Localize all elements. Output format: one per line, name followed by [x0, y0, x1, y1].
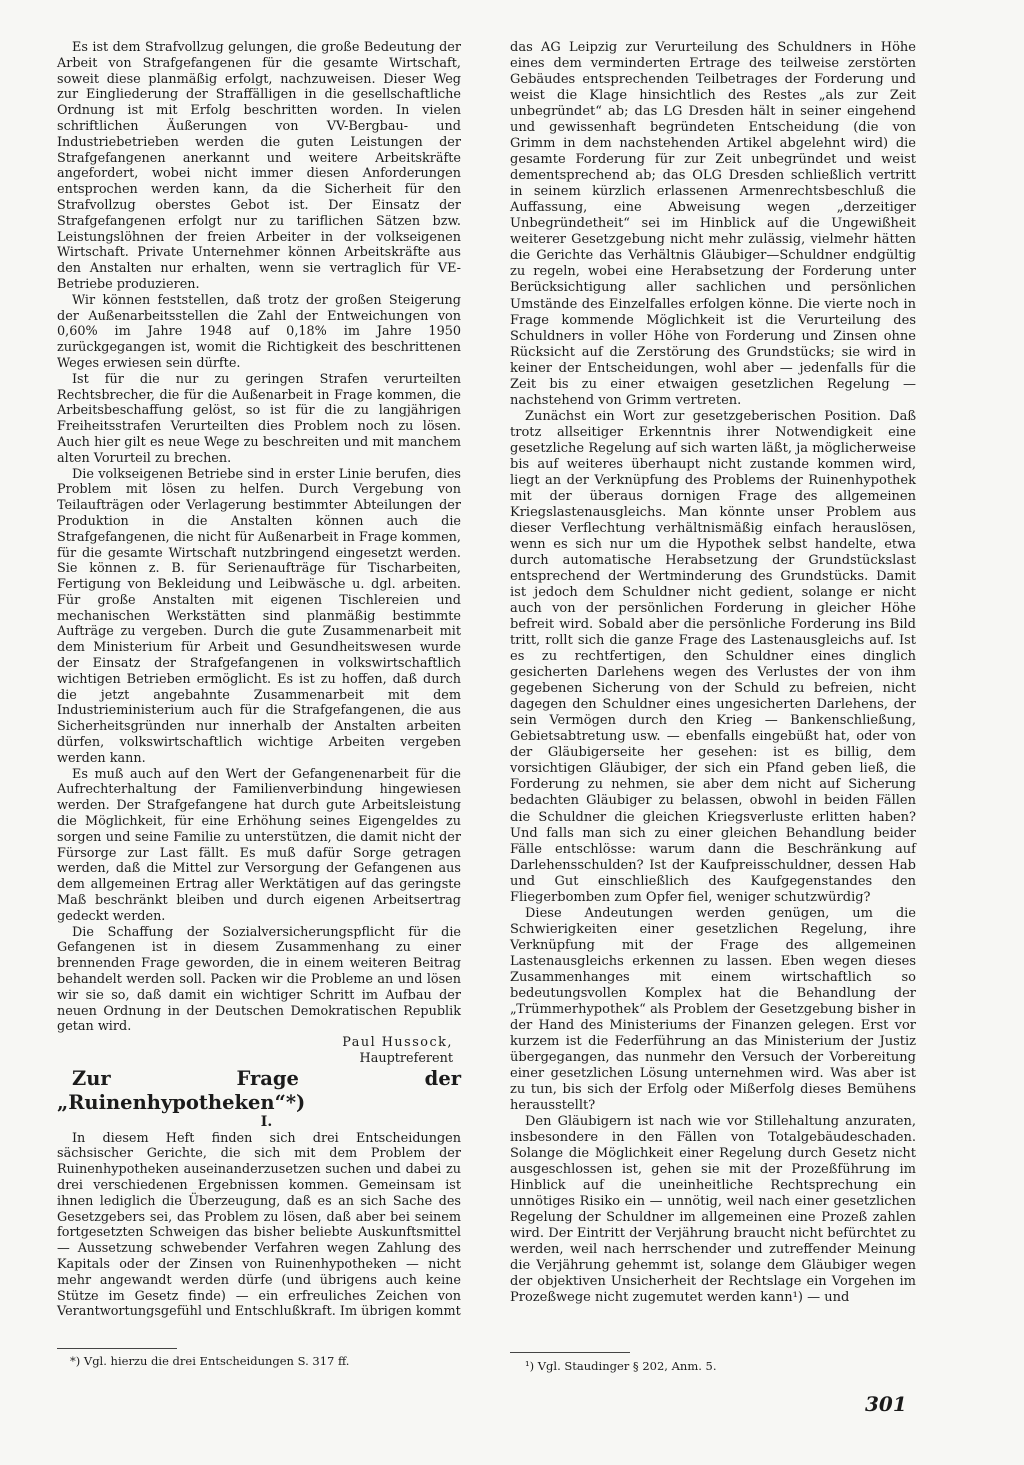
paragraph: das AG Leipzig zur Verurteilung des Schuldners in Höhe eines dem verminderten Ertrage des teilweise zerstörten Gebäudes entsprechenden Teilbetrages der Forderung und weist die Klage hinsichtlich des Restes „als zur Zeit unbegründet“ ab; das LG Dresden hält in seiner eingehend und gewissenhaft begründeten Entscheidung (die von Grimm in dem nachstehenden Artikel abgelehnt wird) die gesamte Forderung für zur Zeit unbegründet und weist dementsprechend ab; das OLG Dresden schließlich vertritt in seinem kürzlich erlassenen Armenrechtsbeschluß die Auffassung, eine Abweisung wegen „derzeitiger Unbegründetheit“ sei im Hinblick auf die Ungewißheit weiterer Gesetzgebung nicht mehr zulässig, vielmehr hätten die Gerichte das Verhältnis Gläubiger—Schuldner endgültig zu regeln, wobei eine Herabsetzung der Forderung unter Berücksichtigung aller sachlichen und persönlichen Umstände des Einzelfalles erfolgen könne. Die vierte noch in Frage kommende Möglichkeit ist die Verurteilung des Schuldners in voller Höhe von Forderung und Zinsen ohne Rücksicht auf die Zerstörung des Grundstücks; sie wird in keiner der Entscheidungen, wohl aber — jedenfalls für die Zeit bis zu einer etwaigen gesetzlichen Regelung — nachstehend von Grimm vertreten.: [510, 40, 916, 408]
paragraph: In diesem Heft finden sich drei Entscheidungen sächsischer Gerichte, die sich mit dem Problem der Ruinenhypotheken auseinanderzusetzen suchen und dabei zu drei verschiedenen Ergebnissen kommen. Gemeinsam ist ihnen lediglich die Überzeugung, daß es an sich Sache des Gesetzgebers sei, das Problem zu lösen, daß aber bei seinem fortgesetzten Schweigen das bisher beliebte Auskunftsmittel — Aussetzung schwebender Verfahren wegen Zahlung des Kapitals oder der Zinsen von Ruinenhypotheken — nicht mehr angewandt werden dürfe (und übrigens auch keine Stütze im Gesetz finde) — ein erfreuliches Zeichen von Verantwortungsgefühl und Entschlußkraft. Im übrigen kommt: [57, 1130, 461, 1320]
paragraph: Diese Andeutungen werden genügen, um die Schwierigkeiten einer gesetzlichen Regelung, ihre Verknüpfung mit der Frage des allgemeinen Lastenausgleichs erkennen zu lassen. Eben wegen dieses Zusammenhanges mit einem wirtschaftlich so bedeutungsvollen Komplex hat die Behandlung der „Trümmerhypothek“ als Problem der Gesetzgebung bisher in der Hand des Ministeriums der Finanzen gelegen. Erst vor kurzem ist die Federführung an das Ministerium der Justiz übergegangen, das nunmehr den Versuch der Vorbereitung einer gesetzlichen Lösung unternehmen wird. Was aber ist zu tun, bis sich der Erfolg oder Mißerfolg dieses Bemühens herausstellt?: [510, 905, 916, 1114]
footnote-divider: [510, 1352, 630, 1353]
author-signature: Paul Hussock,: [342, 1035, 453, 1051]
right-column: [510, 40, 916, 1306]
paragraph: Ist für die nur zu geringen Strafen verurteilten Rechtsbrecher, die für die Außenarbeit in Frage kommen, die Arbeitsbeschaffung gelöst, so ist für die zu langjährigen Freiheitsstrafen Verurteilten dies Problem noch zu lösen. Auch hier gilt es neue Wege zu beschreiten und mit manchem alten Vorurteil zu brechen.: [57, 371, 461, 466]
footnote-divider: [57, 1348, 177, 1349]
paragraph: Die Schaffung der Sozialversicherungspflicht für die Gefangenen ist in diesem Zusammenhang zu einer brennenden Frage geworden, die in einem weiteren Beitrag behandelt werden soll. Packen wir die Probleme an und lösen wir sie so, daß damit ein wichtiger Schritt im Aufbau der neuen Ordnung in der Deutschen Demokratischen Republik getan wird.: [57, 924, 461, 1035]
author-title: Hauptreferent: [359, 1051, 453, 1066]
page-number: 301: [865, 1392, 907, 1416]
paragraph: Es ist dem Strafvollzug gelungen, die große Bedeutung der Arbeit von Strafgefangenen für die gesamte Wirtschaft, soweit diese planmäßig erfolgt, nachzuweisen. Dieser Weg zur Eingliederung der Straffälligen in die gesellschaftliche Ordnung ist mit Erfolg beschritten worden. In vielen schriftlichen Äußerungen von VV-Bergbau- und Industriebetrieben werden die guten Leistungen der Strafgefangenen anerkannt und weitere Arbeitskräfte angefordert, wobei nicht immer diesen Anforderungen entsprochen werden kann, da die Sicherheit für den Strafvollzug oberstes Gebot ist. Der Einsatz der Strafgefangenen erfolgt nur zu tariflichen Sätzen bzw. Leistungslöhnen der freien Arbeiter in der volkseigenen Wirtschaft. Private Unternehmer können Arbeitskräfte aus den Anstalten nur erhalten, wenn sie vertraglich für VE-Betriebe produzieren.: [57, 40, 461, 292]
section-heading: Zur Frage der „Ruinenhypotheken“*): [57, 1066, 461, 1114]
paragraph: Wir können feststellen, daß trotz der großen Steigerung der Außenarbeitsstellen die Zahl der Entweichungen von 0,60% im Jahre 1948 auf 0,18% im Jahre 1950 zurückgegangen ist, womit die Richtigkeit des beschrittenen Weges erwiesen sein dürfte.: [57, 292, 461, 371]
section-number: I.: [260, 1113, 273, 1130]
paragraph: Zunächst ein Wort zur gesetzgeberischen Position. Daß trotz allseitiger Erkenntnis ihrer Notwendigkeit eine gesetzliche Regelung auf sich warten läßt, ja möglicherweise bis auf weiteres überhaupt nicht zustande kommen wird, liegt an der Verknüpfung des Problems der Ruinenhypothek mit der überaus dornigen Frage des allgemeinen Kriegslastenausgleichs. Man könnte unser Problem aus dieser Verflechtung verhältnismäßig einfach herauslösen, wenn es sich nur um die Hypothek selbst handelte, etwa durch automatische Herabsetzung der Grundstückslast entsprechend der Wertminderung des Grundstücks. Damit ist jedoch dem Schuldner nicht gedient, solange er nicht auch von der persönlichen Forderung in gleicher Höhe befreit wird. Sobald aber die persönliche Forderung ins Bild tritt, rollt sich die ganze Frage des Lastenausgleichs auf. Ist es zu rechtfertigen, den Schuldner eines dinglich gesicherten Darlehens wegen des Verlustes der von ihm gegebenen Sicherung von der Schuld zu befreien, nicht dagegen den Schuldner eines ungesicherten Darlehens, der sein Vermögen durch den Krieg — Bankenschließung, Gebietsabtretung usw. — ebenfalls eingebüßt hat, oder von der Gläubigerseite her gesehen: ist es billig, dem vorsichtigen Gläubiger, der sich ein Pfand geben ließ, die Forderung zu nehmen, sie aber dem nicht auf Sicherung bedachten Gläubiger zu belassen, obwohl in beiden Fällen die Schuldner die gleichen Kriegsverluste erlitten haben? Und falls man sich zu einer gleichen Behandlung beider Fälle entschlösse: warum dann die Beschränkung auf Darlehensschulden? Ist der Kaufpreisschuldner, dessen Hab und Gut einschließlich des Kaufgegenstandes den Fliegerbomben zum Opfer fiel, weniger schutzwürdig?: [510, 408, 916, 905]
left-column: [57, 40, 461, 1320]
footnote-right: ¹) Vgl. Staudinger § 202, Anm. 5.: [525, 1359, 717, 1373]
paragraph: Die volkseigenen Betriebe sind in erster Linie berufen, dies Problem mit lösen zu helfen. Durch Vergebung von Teilaufträgen oder Verlagerung bestimmter Abteilungen der Produktion in die Anstalten können auch die Strafgefangenen, die nicht für Außenarbeit in Frage kommen, für die gesamte Wirtschaft nutzbringend eingesetzt werden. Sie können z. B. für Serienaufträge für Tischarbeiten, Fertigung von Bekleidung und Leibwäsche u. dgl. arbeiten. Für große Anstalten mit eigenen Tischlereien und mechanischen Werkstätten sind planmäßig bestimmte Aufträge zu vergeben. Durch die gute Zusammenarbeit mit dem Ministerium für Arbeit und Gesundheitswesen wurde der Einsatz der Strafgefangenen in volkswirtschaftlich wichtigen Betrieben ermöglicht. Es ist zu hoffen, daß durch die jetzt angebahnte Zusammenarbeit mit dem Industrieministerium auch für die Strafgefangenen, die aus Sicherheitsgründen nur innerhalb der Anstalten arbeiten dürfen, volkswirtschaftlich wichtige Arbeiten vergeben werden kann.: [57, 466, 461, 766]
paragraph: Es muß auch auf den Wert der Gefangenenarbeit für die Aufrechterhaltung der Familienverbindung hingewiesen werden. Der Strafgefangene hat durch gute Arbeitsleistung die Möglichkeit, für eine Erhöhung seines Eigengeldes zu sorgen und seine Familie zu unterstützen, die damit nicht der Fürsorge zur Last fällt. Es muß dafür Sorge getragen werden, daß die Mittel zur Versorgung der Gefangenen aus dem allgemeinen Ertrag aller Werktätigen auf das geringste Maß beschränkt bleiben und durch eigenen Arbeitsertrag gedeckt werden.: [57, 766, 461, 924]
paragraph: Den Gläubigern ist nach wie vor Stillehaltung anzuraten, insbesondere in den Fällen von Totalgebäudeschaden. Solange die Möglichkeit einer Regelung durch Gesetz nicht ausgeschlossen ist, gehen sie mit der Prozeßführung im Hinblick auf die uneinheitliche Rechtsprechung ein unnötiges Risiko ein — unnötig, weil nach einer gesetzlichen Regelung der Schuldner im allgemeinen eine Prozeß zahlen wird. Der Eintritt der Verjährung braucht nicht befürchtet zu werden, weil nach herrschender und zutreffender Meinung die Verjährung gehemmt ist, solange dem Gläubiger wegen der objektiven Unsicherheit der Rechtslage ein Vorgehen im Prozeßwege nicht zugemutet werden kann¹) — und: [510, 1114, 916, 1306]
footnote-left: *) Vgl. hierzu die drei Entscheidungen S. 317 ff.: [70, 1354, 350, 1368]
